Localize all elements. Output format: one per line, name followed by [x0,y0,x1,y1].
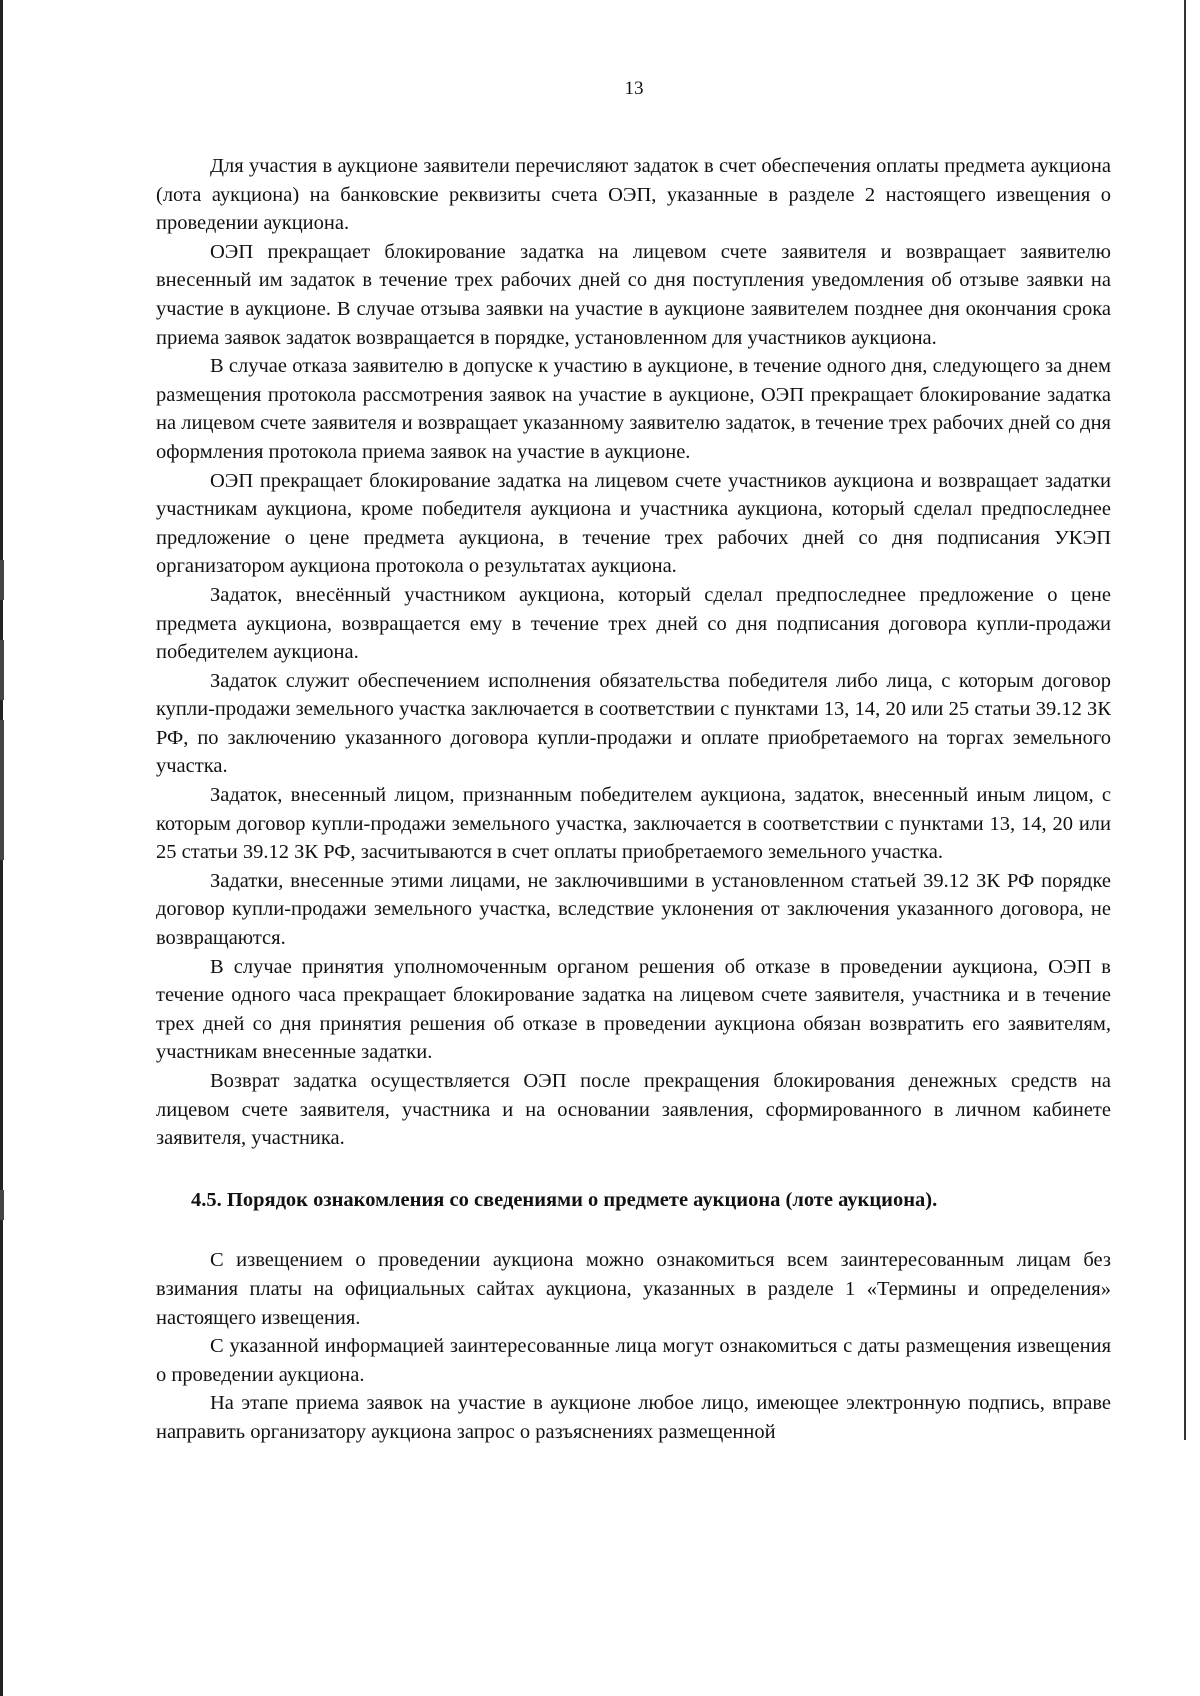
margin-marks [0,0,6,1696]
paragraph-non-refundable: Задатки, внесенные этими лицами, не заключившими в установленном статьей 39.12 ЗК РФ порядке договор купли-продажи земельного участка, вследствие уклонения от заключения указанного договора, не возвращаются. [156,869,1111,950]
paragraph-deposit-credited: Задаток, внесенный лицом, признанным победителем аукциона, задаток, внесенный иным лицом, с которым договор купли-продажи земельного участка, заключается в соответствии с пунктами 13, 14, 20 или 25 статьи 39.12 ЗК РФ, засчитываются в счет оплаты приобретаемого земельного участка. [156,784,1111,864]
paragraph-deposit-security: Задаток служит обеспечением исполнения обязательства победителя либо лица, с которым договор купли-продажи земельного участка заключается в соответствии с пунктами 13, 14, 20 или 25 статьи 39.12 ЗК РФ, по заключению указанного договора купли-продажи и оплате приобретаемого на торгах земельного участка. [156,669,1111,778]
scan-edge-right [1184,0,1186,1440]
paragraph-admission-refusal: В случае отказа заявителю в допуске к участию в аукционе, в течение одного дня, следующего за днем размещения протокола рассмотрения заявок на участие в аукционе, ОЭП прекращает блокирование задатка на лицевом счете заявителя и возвращает указанному заявителю задаток, в течение трех рабочих дней со дня оформления протокола приема заявок на участие в аукционе. [156,355,1111,463]
paragraph-auction-cancellation: В случае принятия уполномоченным органом решения об отказе в проведении аукциона, ОЭП в течение одного часа прекращает блокирование задатка на лицевом счете заявителя, участника и в течение трех дней со дня принятия решения об отказе в проведении аукциона обязан возвратить его заявителям, участникам внесенные задатки. [156,955,1111,1064]
paragraph-info-availability: С указанной информацией заинтересованные лица могут ознакомиться с даты размещения извещения о проведении аукциона. [156,1335,1111,1386]
paragraph-penultimate-bidder: Задаток, внесённый участником аукциона, который сделал предпоследнее предложение о цене предмета аукциона, возвращается ему в течение трех дней со дня подписания договора купли-продажи победителем аукциона. [156,583,1111,664]
page-number: 13 [624,78,644,99]
paragraph-withdrawal-refund: ОЭП прекращает блокирование задатка на лицевом счете заявителя и возвращает заявителю внесенный им задаток в течение трех рабочих дней со дня поступления уведомления об отзыве заявки на участие в аукционе. В случае отзыва заявки на участие в аукционе заявителем позднее дня окончания срока приема заявок задаток возвращается в порядке, установленном для участников аукциона. [156,240,1111,349]
paragraph-notice-access: С извещением о проведении аукциона можно ознакомиться всем заинтересованным лицам без взимания платы на официальных сайтах аукциона, указанных в разделе 1 «Термины и определения» настоящего извещения. [156,1249,1111,1329]
section-heading: 4.5. Порядок ознакомления со сведениями о предмете аукциона (лоте аукциона). [191,1188,938,1211]
paragraph-clarification-request: На этапе приема заявок на участие в аукционе любое лицо, имеющее электронную подпись, вправе направить организатору аукциона запрос о разъяснениях размещенной [156,1392,1111,1443]
paragraph-refund-procedure: Возврат задатка осуществляется ОЭП после прекращения блокирования денежных средств на лицевом счете заявителя, участника и на основании заявления, сформированного в личном кабинете заявителя, участника. [156,1070,1111,1150]
paragraph-deposit-transfer: Для участия в аукционе заявители перечисляют задаток в счет обеспечения оплаты предмета аукциона (лота аукциона) на банковские реквизиты счета ОЭП, указанные в разделе 2 настоящего извещения о проведении аукциона. [156,155,1111,235]
document-body [156,152,1111,1447]
paragraph-participants-refund: ОЭП прекращает блокирование задатка на лицевом счете участников аукциона и возвращает задатки участникам аукциона, кроме победителя аукциона и участника аукциона, который сделал предпоследнее предложение о цене предмета аукциона, в течение трех рабочих дней со дня подписания УКЭП организатором аукциона протокола о результатах аукциона. [156,469,1111,578]
